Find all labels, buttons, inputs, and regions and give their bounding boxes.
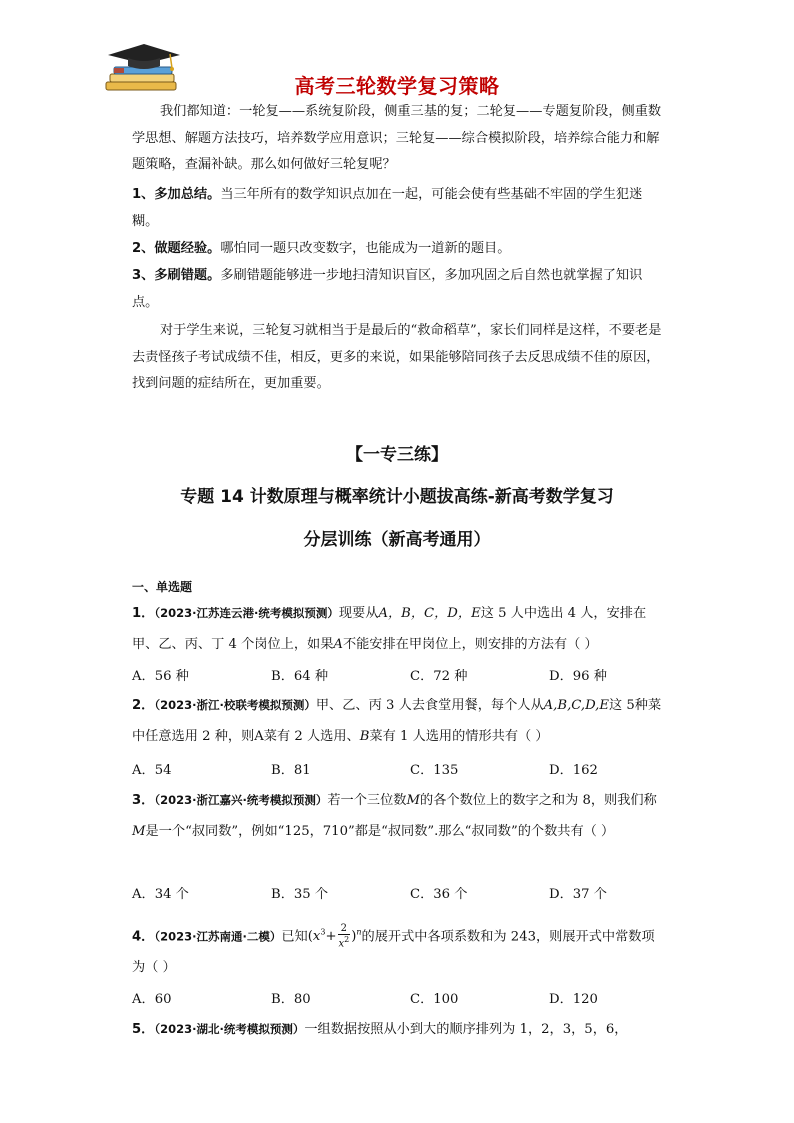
question-3 — [132, 785, 662, 847]
strategy-title: 高考三轮数学复习策略 — [294, 74, 500, 98]
question-text: 一组数据按照从小到大的顺序排列为 1，2，3，5，6， — [304, 1022, 628, 1037]
option-a: A．56 种 — [132, 669, 189, 684]
question-number: 2． — [132, 698, 155, 713]
option-b: B．80 — [271, 992, 311, 1007]
math-variable: M — [406, 793, 421, 808]
question-text: 这 5种菜中任意选用 2 种，则A菜有 2 人选用、 — [132, 698, 662, 744]
option-d: D．120 — [549, 992, 598, 1007]
tip-3-label: 3、多刷错题。 — [132, 268, 221, 283]
question-source: （2023·江苏连云港·统考模拟预测） — [154, 606, 339, 620]
option-c: C．100 — [410, 992, 459, 1007]
option-a: A．54 — [132, 763, 172, 778]
question-text: 菜有 1 人选用的情形共有（ ） — [369, 729, 549, 744]
option-a: A．60 — [132, 992, 172, 1007]
question-4 — [132, 917, 662, 983]
option-d: D．162 — [549, 763, 598, 778]
question-source: （2023·浙江嘉兴·统考模拟预测） — [154, 793, 328, 807]
math-variable: A — [333, 637, 343, 652]
math-variable: M — [132, 824, 146, 839]
option-b: B．64 种 — [271, 669, 329, 684]
question-number: 4． — [132, 929, 155, 945]
tip-3 — [132, 263, 662, 316]
binomial-expression: ($x^3+$ $\frac{2}{x^2}$ )$^n$ — [307, 923, 362, 950]
tip-2 — [132, 236, 662, 263]
question-text: 已知 — [281, 929, 308, 945]
option-a: A．34 个 — [132, 887, 189, 902]
question-text: 这 5 人中选出 4 人，安排在甲、乙、丙、丁 4 个岗位上，如果 — [132, 606, 647, 652]
section-heading: 一、单选题 — [132, 580, 193, 594]
tip-2-text: 哪怕同一题只改变数字，也能成为一道新的题目。 — [220, 241, 511, 256]
question-text: 不能安排在甲岗位上，则安排的方法有（ ） — [342, 637, 598, 652]
question-number: 3． — [132, 793, 155, 808]
topic-title-line-2: 分层训练（新高考通用） — [303, 530, 491, 550]
question-5 — [132, 1014, 662, 1045]
question-number: 5． — [132, 1022, 155, 1037]
question-text: 甲、乙、丙 3 人去食堂用餐，每个人从 — [315, 698, 544, 713]
option-c: C．36 个 — [410, 887, 468, 902]
closing-paragraph: 对于学生来说，三轮复习就相当于是最后的“救命稻草”，家长们同样是这样，不要老是去责怪孩子考试成绩不佳，相反，更多的来说，如果能够陪同孩子去反思成绩不佳的原因，找到问题的症结所在，更加重要。 — [132, 323, 662, 391]
question-2 — [132, 690, 662, 752]
tip-1-text: 当三年所有的数学知识点加在一起，可能会使有些基础不牢固的学生犯迷糊。 — [132, 187, 643, 229]
math-variable: B — [359, 729, 370, 744]
tip-2-label: 2、做题经验。 — [132, 241, 221, 256]
question-1-options — [132, 665, 662, 687]
intro-paragraph: 我们都知道：一轮复——系统复阶段，侧重三基的复；二轮复——专题复阶段，侧重数学思想、解题方法技巧，培养数学应用意识；三轮复——综合模拟阶段，培养综合能力和解题策略，查漏补缺。那么如何做好三轮复呢？ — [132, 104, 662, 172]
question-3-options — [132, 883, 662, 905]
option-b: B．81 — [271, 763, 311, 778]
question-source: （2023·江苏南通·二模） — [154, 929, 282, 944]
question-source: （2023·湖北·统考模拟预测） — [154, 1022, 305, 1036]
math-variables: A，B，C，D，E — [378, 606, 481, 621]
question-number: 1． — [132, 606, 155, 621]
question-text: 的各个数位上的数字之和为 8，则我们称 — [420, 793, 657, 808]
question-text: 是一个“叔同数”，例如“125，710”都是“叔同数”.那么“叔同数”的个数共有（ ） — [145, 824, 615, 839]
option-b: B．35 个 — [271, 887, 329, 902]
option-d: D．96 种 — [549, 669, 607, 684]
option-d: D．37 个 — [549, 887, 607, 902]
question-text: 现要从 — [338, 606, 379, 621]
option-c: C．72 种 — [410, 669, 468, 684]
question-text: 的展开式中各项系数和为 243，则展开式中常数项为（ ） — [132, 929, 655, 976]
question-text: 若一个三位数 — [327, 793, 407, 808]
tip-3-text: 多刷错题能够进一步地扫清知识盲区，多加巩固之后自然也就掌握了知识点。 — [132, 268, 643, 310]
math-variables: A,B,C,D,E — [543, 698, 609, 713]
tip-1 — [132, 182, 662, 235]
tip-1-label: 1、多加总结。 — [132, 187, 221, 202]
series-tag: 【一专三练】 — [346, 445, 448, 465]
question-source: （2023·浙江·校联考模拟预测） — [154, 698, 316, 712]
question-4-options — [132, 988, 662, 1010]
question-2-options — [132, 759, 662, 781]
option-c: C．135 — [410, 763, 459, 778]
question-1 — [132, 598, 662, 660]
topic-title-line-1: 专题 14 计数原理与概率统计小题拔高练-新高考数学复习 — [180, 487, 614, 507]
